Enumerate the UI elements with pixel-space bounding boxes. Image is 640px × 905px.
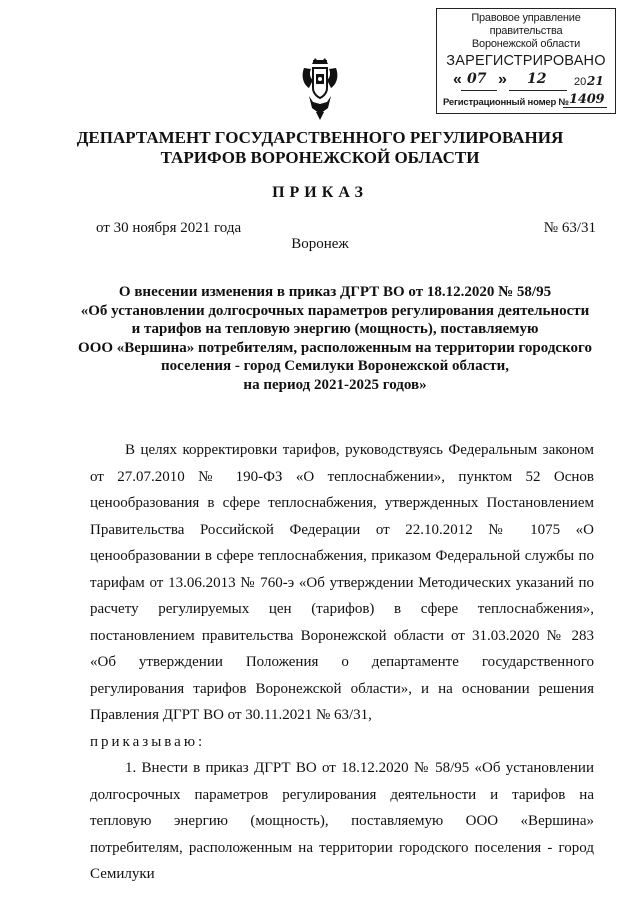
stamp-date-year-prefix: 20 (574, 76, 587, 88)
stamp-date: « 07 » 12 20 21 (443, 75, 611, 93)
order-subject (50, 283, 620, 394)
stamp-date-day: 07 (467, 71, 487, 87)
order-city: Воронеж (291, 236, 349, 252)
department-line1: ДЕПАРТАМЕНТ ГОСУДАРСТВЕННОГО РЕГУЛИРОВАНИЯ (76, 128, 564, 147)
stamp-line2: Воронежской области (471, 38, 581, 50)
order-number: № 63/31 (543, 220, 596, 236)
preamble-paragraph: В целях корректировки тарифов, руководствуясь Федеральным законом от 27.07.2010 № 190-ФЗ «О теплоснабжении», пунктом 52 Основ ценообразования в сфере теплоснабжения, утвержденных Постановлением Правительства Российской Федерации от 22.10.2012 № 1075 «О ценообразовании в сфере теплоснабжения, приказом Федеральной службы по тарифам от 13.06.2013 № 760-э «Об утверждении Методических указаний по расчету регулируемых цен (тарифов) в сфере теплоснабжения», постановлением правительства Воронежской области от 31.03.2020 № 283 «Об утверждении Положения о департаменте государственного регулирования тарифов Воронежской области», и на основании решения Правления ДГРТ ВО от 30.11.2021 № 63/31, (90, 442, 594, 723)
stamp-reg-number: 1409 (569, 92, 605, 107)
subject-line: О внесении изменения в приказ ДГРТ ВО от 18.12.2020 № 58/95 (118, 284, 552, 300)
stamp-header (437, 12, 615, 51)
stamp-date-year-suffix: 21 (587, 74, 604, 88)
stamp-reg (443, 92, 609, 108)
stamp-registered: ЗАРЕГИСТРИРОВАНО (446, 53, 606, 69)
order-body (90, 437, 594, 888)
subject-line: на период 2021-2025 годов» (243, 376, 427, 393)
coat-of-arms-icon (301, 58, 339, 120)
department-name (0, 128, 640, 168)
department-line2: ТАРИФОВ ВОРОНЕЖСКОЙ ОБЛАСТИ (160, 148, 480, 167)
subject-line: ООО «Вершина» потребителям, расположенным на территории городского (78, 339, 592, 356)
stamp-reg-label: Регистрационный номер № (443, 97, 569, 108)
decree-word: приказываю: (90, 733, 206, 750)
clause-paragraph: 1. Внести в приказ ДГРТ ВО от 18.12.2020 № 58/95 «Об установлении долгосрочных параметров регулирования деятельности и тарифов на тепловую энергию (мощность), поставляемую ООО «Вершина» потребителям, расположенным на территории городского поселения - город Семилуки (90, 760, 594, 882)
order-date: от 30 ноября 2021 года (96, 220, 242, 236)
subject-line: «Об установлении долгосрочных параметров регулирования деятельности (80, 302, 590, 319)
stamp-line1: Правовое управление правительства (471, 12, 581, 37)
registration-stamp (436, 8, 616, 114)
subject-line: поселения - город Семилуки Воронежской области, (161, 358, 509, 374)
order-title: ПРИКАЗ (272, 184, 368, 201)
subject-line: и тарифов на тепловую энергию (мощность), поставляемую (131, 321, 539, 337)
stamp-date-month: 12 (527, 71, 547, 87)
